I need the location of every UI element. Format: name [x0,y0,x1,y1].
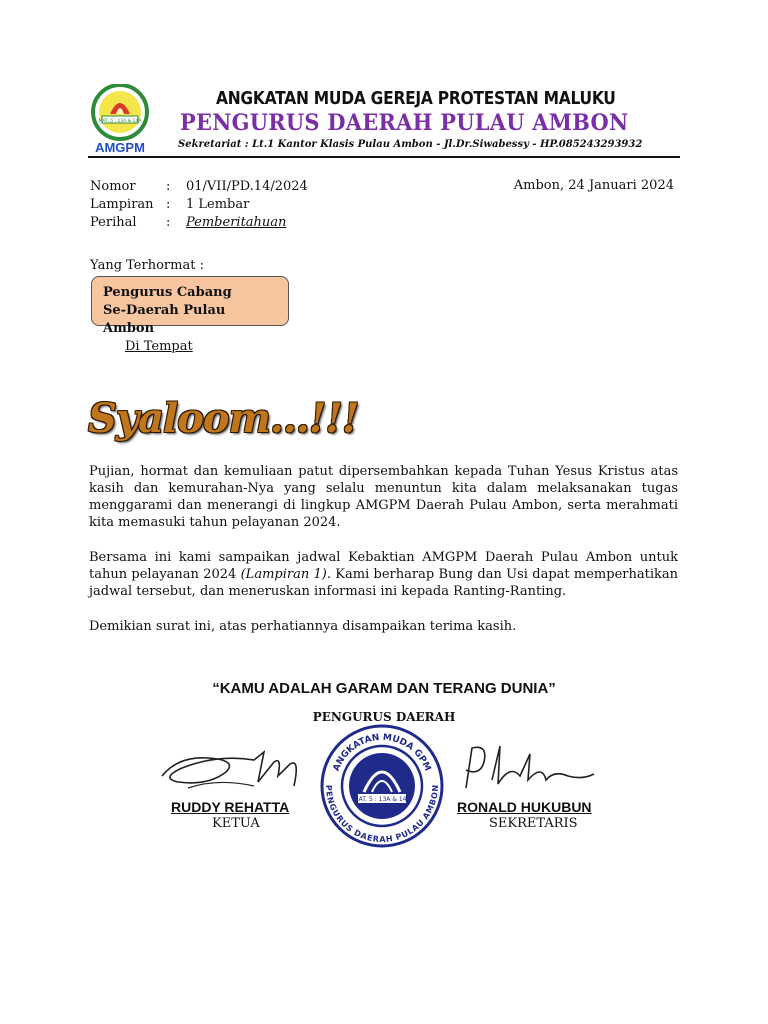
nomor-label: Nomor [90,179,136,194]
body-paragraph [89,549,678,600]
svg-text:AMGPM: AMGPM [95,140,145,155]
svg-text:MAT. 5 : 13A & 14A: MAT. 5 : 13A & 14A [98,119,142,124]
salutation: Yang Terhormat : [90,258,204,273]
chairman-title: KETUA [212,816,260,831]
organization-name: ANGKATAN MUDA GEREJA PROTESTAN MALUKU [216,88,616,109]
official-stamp [318,722,446,850]
body-paragraph: Pujian, hormat dan kemuliaan patut dipersembahkan kepada Tuhan Yesus Kristus atas kasih dan kemurahan-Nya yang selalu menuntun kita dalam melaksanakan tugas menggarami dan menerangi di lingkup AMGPM Daerah Pulau Ambon, serta merahmati kita memasuki tahun pelayanan 2024. [89,464,678,530]
recipient-line: Pengurus Cabang [103,285,232,300]
secretary-signature [458,740,598,802]
perihal-label: Perihal [90,215,137,230]
lampiran-value: 1 Lembar [186,197,250,212]
secretary-title: SEKRETARIS [489,816,578,831]
lampiran-label: Lampiran [90,197,154,212]
board-label: PENGURUS DAERAH [312,710,456,724]
recipient-line: Se-Daerah Pulau Ambon [103,303,226,336]
closing-paragraph: Demikian surat ini, atas perhatiannya disampaikan terima kasih. [89,619,517,634]
header-divider [88,156,680,158]
paragraph-text: Bersama ini kami sampaikan jadwal Kebaktian AMGPM Daerah Pulau Ambon untuk tahun pelayanan 2024 [89,550,678,582]
separator: : [166,197,171,212]
motto: “KAMU ADALAH GARAM DAN TERANG DUNIA” [212,680,556,697]
greeting: Syaloom...!!! [88,395,359,442]
secretariat-address: Sekretariat : Lt.1 Kantor Klasis Pulau Ambon - Jl.Dr.Siwabessy - HP.085243293932 [178,139,643,150]
letter-date: Ambon, 24 Januari 2024 [513,178,674,193]
secretary-name: RONALD HUKUBUN [457,799,592,815]
svg-text:MAT. 5 : 13A & 14A: MAT. 5 : 13A & 14A [353,796,411,803]
chairman-name: RUDDY REHATTA [171,799,290,815]
amgpm-logo [88,84,152,156]
attachment-reference: (Lampiran 1) [240,567,327,582]
svg-text:ANGKATAN MUDA GPM: ANGKATAN MUDA GPM [331,732,433,773]
separator: : [166,179,171,194]
recipient-box [91,276,289,336]
nomor-value: 01/VII/PD.14/2024 [186,179,308,194]
recipient-place: Di Tempat [125,339,193,354]
paragraph-text: . Kami berharap Bung dan Usi dapat memperhatikan jadwal tersebut, dan meneruskan informasi ini kepada Ranting-Ranting. [89,567,678,599]
svg-text:PENGURUS DAERAH PULAU AMBON: PENGURUS DAERAH PULAU AMBON [323,784,441,845]
board-name: PENGURUS DAERAH PULAU AMBON [180,110,629,136]
perihal-value: Pemberitahuan [186,215,287,230]
chairman-signature [158,742,306,802]
separator: : [166,215,171,230]
